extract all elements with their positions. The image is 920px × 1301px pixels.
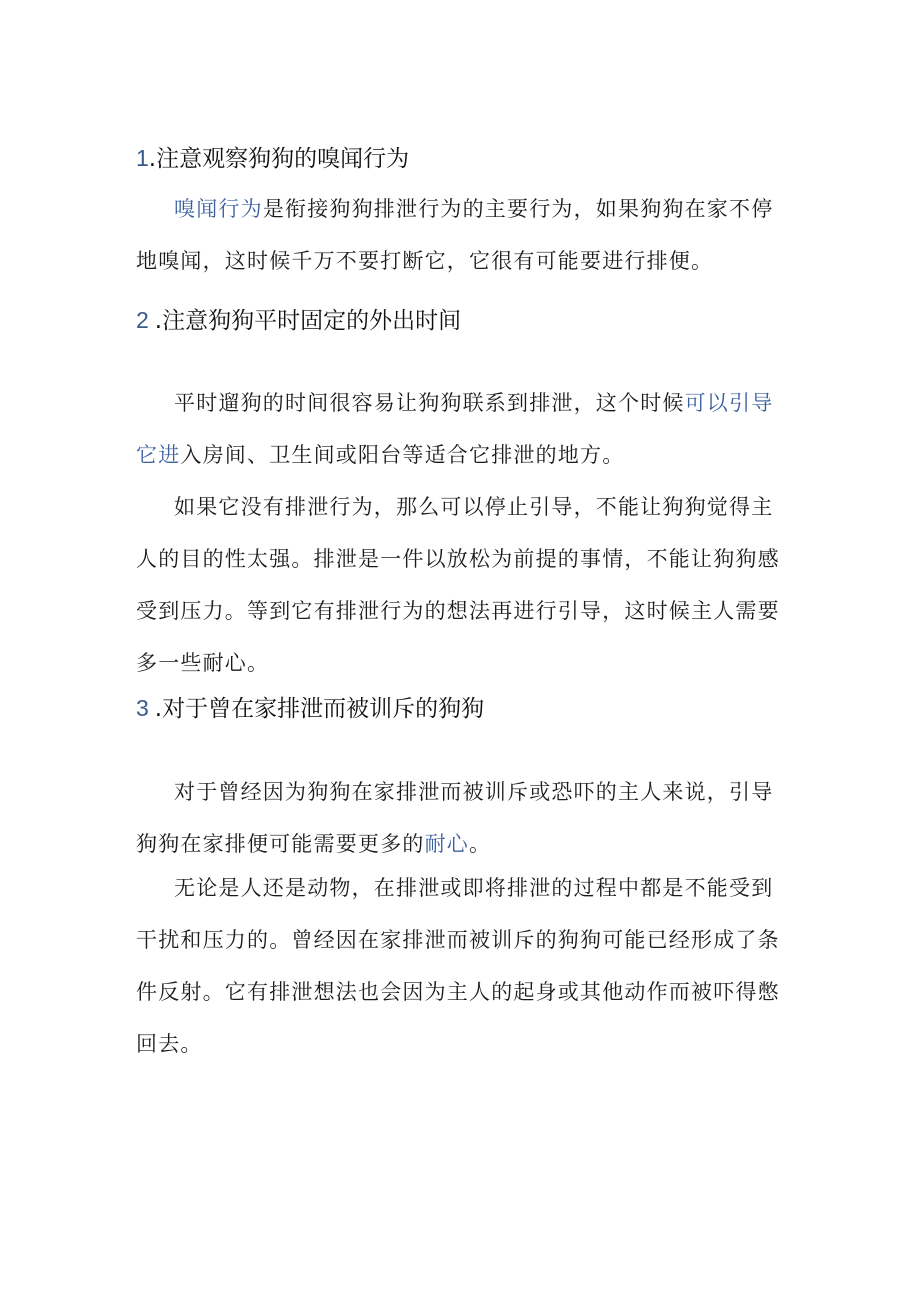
section-1-heading [136,143,409,174]
paragraph [136,862,792,1070]
section-3-heading [136,693,484,724]
highlight-link[interactable]: 嗅闻行为 [174,197,263,221]
paragraph-text: 平时遛狗的时间很容易让狗狗联系到排泄，这个时候 [174,391,685,415]
highlight-link[interactable]: 可以引导它进 [136,391,774,467]
paragraph-text: 是衔接狗狗排泄行为的主要行为，如果狗狗在家不停地嗅闻，这时候千万不要打断它，它很有可能要进行排便。 [136,197,774,273]
paragraph-text: 入房间、卫生间或阳台等适合它排泄的地方。 [180,443,625,467]
paragraph-text: 对于曾经因为狗狗在家排泄而被训斥或恐吓的主人来说，引导狗狗在家排便可能需要更多的 [136,780,774,856]
section-title: .注意狗狗平时固定的外出时间 [154,308,462,334]
section-number: 1 [136,145,149,171]
paragraph [136,377,792,481]
paragraph [136,766,792,870]
section-number: 2 [136,307,155,333]
paragraph [136,481,792,689]
paragraph-text: 无论是人还是动物，在排泄或即将排泄的过程中都是不能受到干扰和压力的。曾经因在家排泄而被训斥的狗狗可能已经形成了条件反射。它有排泄想法也会因为主人的起身或其他动作而被吓得憋回去。 [136,876,780,1056]
section-2-heading [136,305,461,336]
paragraph [136,183,792,287]
section-number: 3 [136,695,155,721]
section-title: .注意观察狗狗的嗅闻行为 [148,146,410,172]
paragraph-text: 。 [469,832,492,856]
paragraph-text: 如果它没有排泄行为，那么可以停止引导，不能让狗狗觉得主人的目的性太强。排泄是一件以放松为前提的事情，不能让狗狗感受到压力。等到它有排泄行为的想法再进行引导，这时候主人需要多一些耐心。 [136,495,780,675]
highlight-link[interactable]: 耐心 [424,832,470,856]
section-title: .对于曾在家排泄而被训斥的狗狗 [154,696,485,722]
